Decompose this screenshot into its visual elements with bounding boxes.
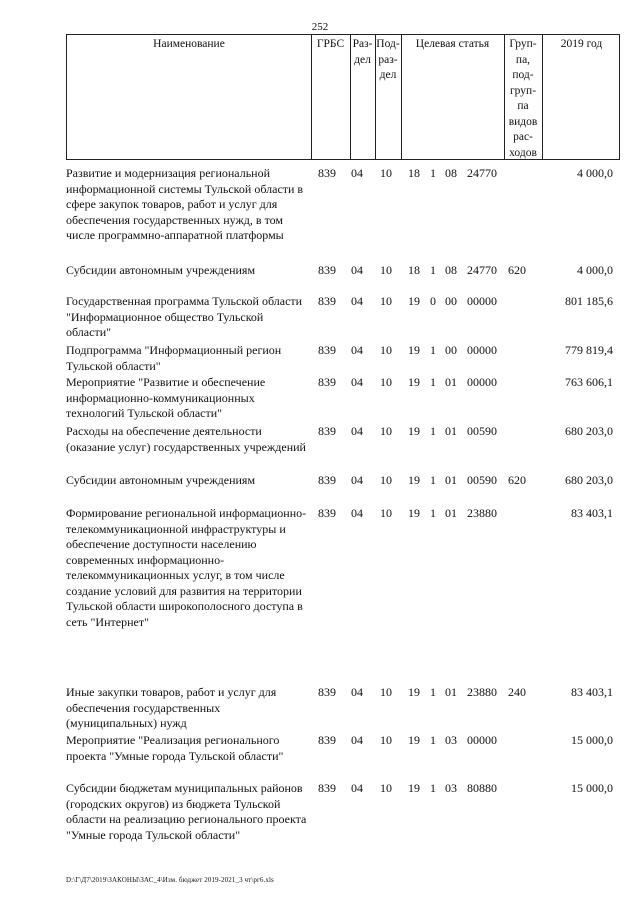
row-t2: 0 xyxy=(430,294,436,308)
row-t2: 1 xyxy=(430,166,436,180)
row-amount: 801 185,6 xyxy=(565,294,613,308)
row-grbs: 839 xyxy=(318,685,336,699)
row-name: Расходы на обеспечение деятельности (оказание услуг) государственных учреждений xyxy=(66,424,306,454)
row-razdel: 04 xyxy=(351,263,363,277)
row-t2: 1 xyxy=(430,473,436,487)
row-t3: 01 xyxy=(445,473,457,487)
row-podrazdel: 10 xyxy=(380,375,392,389)
row-razdel: 04 xyxy=(351,506,363,520)
row-grbs: 839 xyxy=(318,263,336,277)
row-razdel: 04 xyxy=(351,343,363,357)
row-grbs: 839 xyxy=(318,166,336,180)
row-t3: 08 xyxy=(445,263,457,277)
row-name: Государственная программа Тульской области "Информационное общество Тульской области" xyxy=(66,294,303,339)
row-grbs: 839 xyxy=(318,424,336,438)
row-t1: 18 xyxy=(408,263,420,277)
row-grbs: 839 xyxy=(318,781,336,795)
header-target: Целевая статья xyxy=(415,38,490,50)
table-header xyxy=(66,34,620,160)
row-grbs: 839 xyxy=(318,506,336,520)
row-razdel: 04 xyxy=(351,375,363,389)
header-podrazdel: Под- раз- дел xyxy=(376,38,400,81)
row-t4: 23880 xyxy=(467,506,497,520)
row-t2: 1 xyxy=(430,343,436,357)
row-name: Субсидии бюджетам муниципальных районов (городских округов) из бюджета Тульской области на реализацию регионального проекта "Умные города Тульской области" xyxy=(66,781,307,842)
row-name: Мероприятие "Развитие и обеспечение информационно-коммуникационных технологий Тульской области" xyxy=(66,375,266,420)
row-t4: 00590 xyxy=(467,473,497,487)
row-t2: 1 xyxy=(430,733,436,747)
row-grbs: 839 xyxy=(318,294,336,308)
row-t1: 19 xyxy=(408,781,420,795)
row-podrazdel: 10 xyxy=(380,263,392,277)
row-amount: 4 000,0 xyxy=(577,263,613,277)
row-t4: 00000 xyxy=(467,375,497,389)
row-name: Субсидии автономным учреждениям xyxy=(66,473,256,487)
row-t1: 19 xyxy=(408,506,420,520)
row-razdel: 04 xyxy=(351,424,363,438)
row-podrazdel: 10 xyxy=(380,685,392,699)
row-t3: 01 xyxy=(445,424,457,438)
row-name: Подпрограмма "Информационный регион Тульской области" xyxy=(66,343,282,373)
row-t3: 01 xyxy=(445,506,457,520)
row-podrazdel: 10 xyxy=(380,733,392,747)
row-t3: 03 xyxy=(445,781,457,795)
row-amount: 83 403,1 xyxy=(571,685,613,699)
row-name: Формирование региональной информационно-телекоммуникационной инфраструктуры и обеспечение доступности населению современных информационно-телекоммуникационных услуг, в том числе создание условий для развития на территории Тульской области широкополосного доступа в сеть "Интернет" xyxy=(66,506,307,629)
row-amount: 83 403,1 xyxy=(571,506,613,520)
row-t4: 00000 xyxy=(467,733,497,747)
row-podrazdel: 10 xyxy=(380,473,392,487)
row-amount: 680 203,0 xyxy=(565,473,613,487)
row-t3: 03 xyxy=(445,733,457,747)
row-grbs: 839 xyxy=(318,473,336,487)
row-razdel: 04 xyxy=(351,473,363,487)
row-podrazdel: 10 xyxy=(380,781,392,795)
row-t1: 19 xyxy=(408,424,420,438)
row-t1: 19 xyxy=(408,343,420,357)
row-group: 240 xyxy=(508,685,526,699)
row-t1: 18 xyxy=(408,166,420,180)
row-t1: 19 xyxy=(408,375,420,389)
row-t2: 1 xyxy=(430,781,436,795)
row-t1: 19 xyxy=(408,685,420,699)
row-amount: 680 203,0 xyxy=(565,424,613,438)
row-podrazdel: 10 xyxy=(380,506,392,520)
row-name: Иные закупки товаров, работ и услуг для обеспечения государственных (муниципальных) нужд xyxy=(66,685,277,730)
row-razdel: 04 xyxy=(351,685,363,699)
row-grbs: 839 xyxy=(318,343,336,357)
row-t4: 24770 xyxy=(467,263,497,277)
row-t2: 1 xyxy=(430,375,436,389)
header-name: Наименование xyxy=(153,38,225,50)
row-t1: 19 xyxy=(408,733,420,747)
row-t2: 1 xyxy=(430,685,436,699)
page-number: 252 xyxy=(311,21,329,33)
row-t4: 00000 xyxy=(467,294,497,308)
row-razdel: 04 xyxy=(351,166,363,180)
row-t3: 08 xyxy=(445,166,457,180)
row-t1: 19 xyxy=(408,473,420,487)
header-year: 2019 год xyxy=(560,38,603,50)
header-grbs: ГРБС xyxy=(316,38,345,50)
row-grbs: 839 xyxy=(318,375,336,389)
row-t3: 01 xyxy=(445,685,457,699)
row-amount: 15 000,0 xyxy=(571,781,613,795)
row-podrazdel: 10 xyxy=(380,294,392,308)
row-t2: 1 xyxy=(430,506,436,520)
footer-path: D:\Г\Д7\2019\ЗАКОНЫ\ЗАС_4\Изм. бюджет 2019-2021_3 чт\рг6.xls xyxy=(66,876,274,884)
row-t4: 00000 xyxy=(467,343,497,357)
row-podrazdel: 10 xyxy=(380,166,392,180)
row-group: 620 xyxy=(508,263,526,277)
row-t1: 19 xyxy=(408,294,420,308)
row-amount: 779 819,4 xyxy=(565,343,613,357)
row-t4: 00590 xyxy=(467,424,497,438)
row-podrazdel: 10 xyxy=(380,424,392,438)
row-grbs: 839 xyxy=(318,733,336,747)
row-t3: 00 xyxy=(445,294,457,308)
row-name: Мероприятие "Реализация регионального проекта "Умные города Тульской области" xyxy=(66,733,284,763)
row-amount: 763 606,1 xyxy=(565,375,613,389)
header-razdel: Раз- дел xyxy=(352,38,373,66)
row-amount: 15 000,0 xyxy=(571,733,613,747)
row-t3: 00 xyxy=(445,343,457,357)
row-razdel: 04 xyxy=(351,733,363,747)
row-t2: 1 xyxy=(430,424,436,438)
row-podrazdel: 10 xyxy=(380,343,392,357)
row-name: Субсидии автономным учреждениям xyxy=(66,263,256,277)
row-razdel: 04 xyxy=(351,781,363,795)
row-amount: 4 000,0 xyxy=(577,166,613,180)
row-razdel: 04 xyxy=(351,294,363,308)
row-group: 620 xyxy=(508,473,526,487)
row-name: Развитие и модернизация региональной информационной системы Тульской области в сфере закупок товаров, работ и услуг для обеспечения государственных нужд, в том числе программно-аппаратной платформы xyxy=(66,166,304,242)
row-t4: 23880 xyxy=(467,685,497,699)
row-t3: 01 xyxy=(445,375,457,389)
row-t4: 24770 xyxy=(467,166,497,180)
header-group: Груп- па, под- груп- па видов рас- ходов xyxy=(508,38,538,159)
row-t2: 1 xyxy=(430,263,436,277)
row-t4: 80880 xyxy=(467,781,497,795)
